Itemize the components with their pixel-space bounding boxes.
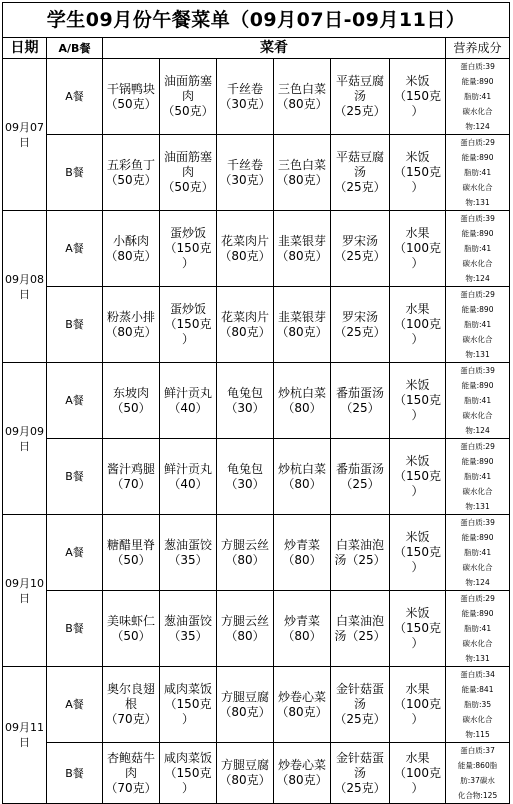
meal-label: B餐 bbox=[47, 591, 103, 667]
meal-label: A餐 bbox=[47, 363, 103, 439]
nutrition-text: 蛋白质:39 能量:890 脂肪:41 碳水化合 物:124 bbox=[460, 366, 495, 435]
dish-cell bbox=[103, 363, 160, 439]
dish-cell bbox=[160, 59, 217, 135]
table-row bbox=[3, 59, 510, 135]
dish-cell bbox=[390, 515, 446, 591]
dish-text: 三色白菜 （80克） bbox=[276, 81, 328, 111]
nutrition-text: 蛋白质:29 能量:890 脂肪:41 碳水化合 物:131 bbox=[460, 290, 495, 359]
dish-cell bbox=[390, 287, 446, 363]
dish-cell bbox=[217, 591, 274, 667]
meal-label: A餐 bbox=[47, 667, 103, 743]
meal-label: B餐 bbox=[47, 135, 103, 211]
nutrition-text: 蛋白质:39 能量:890 脂肪:41 碳水化合 物:124 bbox=[460, 62, 495, 131]
dish-text: 鲜汁贡丸 （40） bbox=[163, 461, 212, 491]
dish-cell bbox=[217, 59, 274, 135]
dish-text: 糖醋里脊 （50） bbox=[106, 537, 155, 567]
dish-text: 花菜肉片 （80克） bbox=[219, 233, 271, 263]
dish-cell bbox=[160, 287, 217, 363]
meal-label: A餐 bbox=[47, 59, 103, 135]
dish-cell bbox=[160, 363, 217, 439]
dish-cell bbox=[217, 287, 274, 363]
dish-text: 番茄蛋汤 （25） bbox=[335, 461, 384, 491]
dish-cell bbox=[103, 743, 160, 804]
header-nutrition: 营养成分 bbox=[446, 38, 510, 59]
dish-cell bbox=[331, 591, 390, 667]
dish-cell bbox=[160, 591, 217, 667]
nutrition-cell bbox=[446, 363, 510, 439]
table-row bbox=[3, 363, 510, 439]
dish-cell bbox=[331, 515, 390, 591]
dish-cell bbox=[274, 515, 331, 591]
dish-text: 罗宋汤 （25克） bbox=[334, 233, 386, 263]
dish-text: 酱汁鸡腿 （70） bbox=[106, 461, 155, 491]
dish-cell bbox=[217, 135, 274, 211]
nutrition-cell bbox=[446, 287, 510, 363]
dish-cell bbox=[274, 363, 331, 439]
dish-cell bbox=[217, 439, 274, 515]
nutrition-cell bbox=[446, 667, 510, 743]
dish-text: 水果 （100克 ） bbox=[394, 302, 441, 346]
dish-cell bbox=[160, 439, 217, 515]
dish-text: 三色白菜 （80克） bbox=[276, 157, 328, 187]
dish-cell bbox=[274, 667, 331, 743]
table-row bbox=[3, 667, 510, 743]
nutrition-text: 蛋白质:29 能量:890 脂肪:41 碳水化合 物:131 bbox=[460, 442, 495, 511]
table-row bbox=[3, 287, 510, 363]
dish-text: 龟兔包 （30） bbox=[225, 461, 265, 491]
dish-text: 韭菜银芽 （80克） bbox=[276, 309, 328, 339]
dish-cell bbox=[331, 59, 390, 135]
dish-cell bbox=[390, 211, 446, 287]
dish-cell bbox=[160, 667, 217, 743]
dish-text: 美味虾仁 （50） bbox=[106, 613, 155, 643]
dish-text: 炒卷心菜 （80克） bbox=[276, 758, 328, 787]
dish-text: 五彩鱼丁 （50克） bbox=[105, 157, 157, 187]
dish-cell bbox=[274, 287, 331, 363]
dish-cell bbox=[331, 211, 390, 287]
dish-text: 水果 （100克 ） bbox=[394, 226, 441, 270]
dish-cell bbox=[331, 667, 390, 743]
dish-text: 方腿云丝 （80） bbox=[220, 613, 269, 643]
dish-cell bbox=[103, 667, 160, 743]
dish-text: 花菜肉片 （80克） bbox=[219, 309, 271, 339]
dish-text: 蛋炒饭 （150克 ） bbox=[164, 226, 212, 270]
nutrition-text: 蛋白质:39 能量:890 脂肪:41 碳水化合 物:124 bbox=[460, 518, 495, 587]
dish-cell bbox=[331, 135, 390, 211]
dish-text: 油面筋塞 肉 （50克） bbox=[162, 150, 214, 194]
nutrition-cell bbox=[446, 439, 510, 515]
dish-cell bbox=[103, 211, 160, 287]
nutrition-cell bbox=[446, 515, 510, 591]
dish-cell bbox=[103, 287, 160, 363]
dish-cell bbox=[160, 515, 217, 591]
dish-text: 鲜汁贡丸 （40） bbox=[163, 385, 212, 415]
dish-cell bbox=[390, 439, 446, 515]
dish-text: 米饭 （150克 ） bbox=[394, 454, 441, 498]
dish-text: 千丝卷 （30克） bbox=[219, 81, 271, 111]
dish-text: 千丝卷 （30克） bbox=[219, 157, 271, 187]
nutrition-cell bbox=[446, 135, 510, 211]
dish-cell bbox=[103, 591, 160, 667]
dish-cell bbox=[160, 743, 217, 804]
table-row bbox=[3, 135, 510, 211]
dish-text: 东坡肉 （50） bbox=[111, 385, 151, 415]
dish-text: 米饭 （150克 ） bbox=[394, 606, 441, 650]
dish-text: 炒杭白菜 （80） bbox=[277, 385, 326, 415]
day-date: 09月10日 bbox=[3, 515, 47, 667]
dish-cell bbox=[331, 287, 390, 363]
table-row bbox=[3, 743, 510, 804]
nutrition-text: 蛋白质:39 能量:890 脂肪:41 碳水化合 物:124 bbox=[460, 214, 495, 283]
dish-cell bbox=[390, 667, 446, 743]
dish-cell bbox=[390, 743, 446, 804]
dish-cell bbox=[274, 135, 331, 211]
dish-text: 方腿豆腐 （80克） bbox=[219, 758, 271, 787]
dish-cell bbox=[331, 439, 390, 515]
dish-cell bbox=[331, 743, 390, 804]
dish-cell bbox=[217, 743, 274, 804]
header-ab: A/B餐 bbox=[47, 38, 103, 59]
nutrition-text: 蛋白质:29 能量:890 脂肪:41 碳水化合 物:131 bbox=[460, 138, 495, 207]
dish-text: 葱油蛋饺 （35） bbox=[163, 613, 212, 643]
dish-text: 小酥肉 （80克） bbox=[105, 233, 157, 263]
meal-label: A餐 bbox=[47, 515, 103, 591]
dish-text: 炒青菜 （80） bbox=[282, 537, 322, 567]
dish-text: 罗宋汤 （25克） bbox=[334, 309, 386, 339]
day-date: 09月08日 bbox=[3, 211, 47, 363]
dish-cell bbox=[217, 667, 274, 743]
lunch-menu-table bbox=[2, 2, 510, 804]
dish-cell bbox=[390, 363, 446, 439]
meal-label: A餐 bbox=[47, 211, 103, 287]
dish-cell bbox=[217, 211, 274, 287]
dish-text: 干锅鸭块 （50克） bbox=[105, 81, 157, 111]
table-row bbox=[3, 515, 510, 591]
dish-text: 白菜油泡 汤（25） bbox=[334, 613, 386, 643]
dish-cell bbox=[217, 515, 274, 591]
dish-text: 炒卷心菜 （80克） bbox=[276, 689, 328, 719]
dish-cell bbox=[103, 59, 160, 135]
header-date: 日期 bbox=[3, 38, 47, 59]
nutrition-cell bbox=[446, 591, 510, 667]
dish-cell bbox=[390, 59, 446, 135]
dish-text: 方腿豆腐 （80克） bbox=[219, 689, 271, 719]
dish-text: 油面筋塞 肉 （50克） bbox=[162, 74, 214, 118]
dish-cell bbox=[274, 211, 331, 287]
table-row bbox=[3, 439, 510, 515]
dish-text: 韭菜银芽 （80克） bbox=[276, 233, 328, 263]
dish-cell bbox=[103, 135, 160, 211]
dish-cell bbox=[390, 135, 446, 211]
day-date: 09月09日 bbox=[3, 363, 47, 515]
nutrition-text: 蛋白质:34 能量:841 脂肪:35 碳水化合 物:115 bbox=[460, 670, 495, 739]
dish-text: 炒杭白菜 （80） bbox=[277, 461, 326, 491]
dish-text: 平菇豆腐 汤 （25克） bbox=[334, 150, 386, 194]
dish-text: 米饭 （150克 ） bbox=[394, 378, 441, 422]
meal-label: B餐 bbox=[47, 287, 103, 363]
dish-text: 方腿云丝 （80） bbox=[220, 537, 269, 567]
dish-text: 米饭 （150克 ） bbox=[394, 530, 441, 574]
dish-cell bbox=[274, 439, 331, 515]
dish-text: 杏鲍菇牛 肉 （70克） bbox=[105, 750, 157, 795]
nutrition-cell bbox=[446, 211, 510, 287]
dish-text: 蛋炒饭 （150克 ） bbox=[164, 302, 212, 346]
meal-label: B餐 bbox=[47, 743, 103, 804]
day-date: 09月07日 bbox=[3, 59, 47, 211]
dish-cell bbox=[160, 211, 217, 287]
dish-text: 炒青菜 （80） bbox=[282, 613, 322, 643]
dish-text: 咸肉菜饭 （150克 ） bbox=[163, 750, 212, 795]
nutrition-text: 蛋白质:29 能量:890 脂肪:41 碳水化合 物:131 bbox=[460, 594, 495, 663]
nutrition-cell bbox=[446, 59, 510, 135]
meal-label: B餐 bbox=[47, 439, 103, 515]
dish-text: 番茄蛋汤 （25） bbox=[335, 385, 384, 415]
dish-cell bbox=[274, 591, 331, 667]
dish-cell bbox=[274, 743, 331, 804]
dish-text: 咸肉菜饭 （150克 ） bbox=[163, 682, 212, 726]
nutrition-cell bbox=[446, 743, 510, 804]
day-date: 09月11日 bbox=[3, 667, 47, 804]
dish-text: 龟兔包 （30） bbox=[225, 385, 265, 415]
dish-text: 平菇豆腐 汤 （25克） bbox=[334, 74, 386, 118]
dish-cell bbox=[331, 363, 390, 439]
dish-cell bbox=[103, 439, 160, 515]
dish-cell bbox=[217, 363, 274, 439]
table-row bbox=[3, 211, 510, 287]
dish-text: 水果 （100克 ） bbox=[394, 682, 441, 726]
header-dishes: 菜肴 bbox=[103, 38, 446, 59]
dish-cell bbox=[390, 591, 446, 667]
dish-text: 金针菇蛋 汤 （25克） bbox=[334, 750, 386, 795]
dish-cell bbox=[274, 59, 331, 135]
dish-text: 粉蒸小排 （80克） bbox=[105, 309, 157, 339]
table-row bbox=[3, 591, 510, 667]
dish-cell bbox=[103, 515, 160, 591]
nutrition-text: 蛋白质:37 能量:860脂 肪:37碳水 化合物:125 bbox=[457, 746, 498, 800]
dish-text: 米饭 （150克 ） bbox=[394, 150, 441, 194]
dish-text: 金针菇蛋 汤 （25克） bbox=[334, 682, 386, 726]
dish-text: 奥尔良翅 根 （70克） bbox=[105, 682, 157, 726]
dish-text: 白菜油泡 汤（25） bbox=[334, 537, 386, 567]
dish-text: 葱油蛋饺 （35） bbox=[163, 537, 212, 567]
dish-text: 水果 （100克 ） bbox=[394, 750, 441, 795]
dish-text: 米饭 （150克 ） bbox=[394, 74, 441, 118]
dish-cell bbox=[160, 135, 217, 211]
menu-title: 学生09月份午餐菜单（09月07日-09月11日） bbox=[3, 3, 510, 38]
